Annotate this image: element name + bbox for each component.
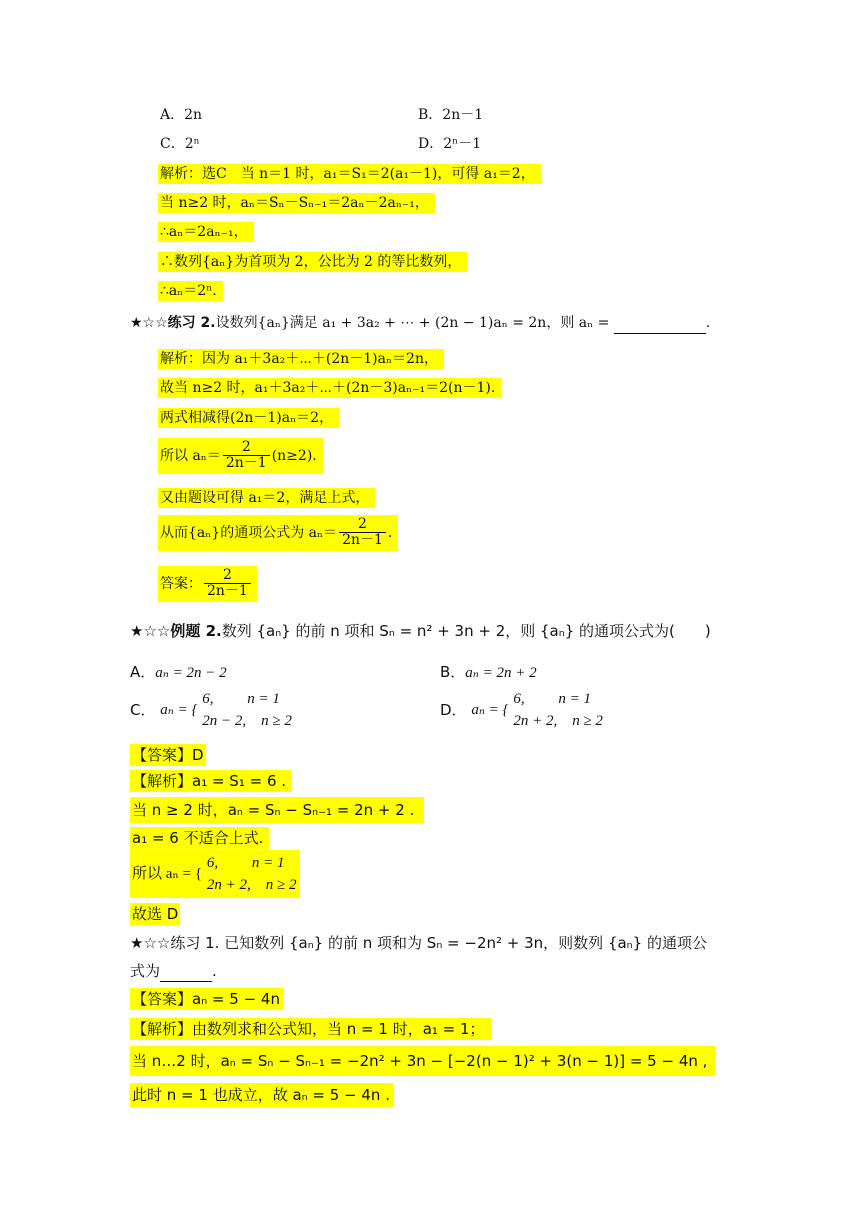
case-row: 2n + 2, n ≥ 2 — [513, 713, 603, 729]
analysis-line: 【解析】由数列求和公式知，当 n = 1 时，a₁ = 1； — [130, 1018, 491, 1040]
case-row: 6, n = 1 — [206, 855, 285, 871]
option-formula: aₙ = { — [160, 702, 198, 718]
option-label: B． — [440, 663, 466, 681]
option-b: B．2n－1 — [418, 107, 484, 123]
option-formula: aₙ = 2n − 2 — [155, 665, 227, 681]
solution-text: . — [387, 524, 393, 541]
answer-line: 【答案】D — [132, 746, 204, 764]
question-text: 数列 {aₙ} 的前 n 项和 Sₙ = n² + 3n + 2，则 {aₙ} 的通项公式为( ) — [221, 622, 711, 640]
piecewise-cases — [202, 688, 292, 732]
solution-line: 两式相减得(2n－1)aₙ＝2， — [158, 408, 339, 428]
analysis-line: 【解析】a₁ = S₁ = 6 . — [130, 770, 292, 792]
solution-line: ∴aₙ＝2ⁿ. — [158, 281, 223, 301]
fraction — [339, 517, 386, 549]
fraction — [204, 568, 251, 600]
solution-line: ∴数列{aₙ}为首项为 2，公比为 2 的等比数列， — [158, 252, 467, 272]
option-c: C．2ⁿ — [160, 136, 200, 152]
answer-blank — [614, 313, 706, 334]
answer-line — [158, 566, 257, 602]
fraction-denominator: 2n－1 — [339, 532, 386, 548]
question-text: 式为 — [130, 962, 161, 980]
practice-label: 练习 2. — [167, 315, 216, 331]
analysis-line: 故选 D — [132, 905, 179, 923]
example2-option-c — [130, 688, 292, 732]
solution-text: (n≥2). — [271, 447, 317, 464]
answer-blank — [160, 961, 212, 982]
analysis-line: a₁ = 6 不适合上式. — [130, 827, 269, 849]
answer-label: 答案： — [160, 575, 202, 592]
solution-line-fraction — [158, 438, 323, 474]
example2-option-a — [130, 662, 227, 683]
question-end: . — [212, 962, 217, 980]
piecewise-cases — [513, 688, 603, 732]
piecewise-cases — [207, 852, 297, 896]
analysis-line-piecewise — [130, 850, 300, 898]
fraction — [223, 440, 270, 472]
option-label: A． — [130, 663, 156, 681]
example2-question — [130, 621, 711, 641]
fraction-denominator: 2n－1 — [223, 455, 270, 471]
practice1-question-line1: ★☆☆练习 1. 已知数列 {aₙ} 的前 n 项和为 Sₙ = −2n² + 3n，则数列 {aₙ} 的通项公 — [130, 934, 707, 952]
question-end: . — [705, 315, 711, 331]
practice1-question-line2 — [130, 961, 217, 982]
analysis-line: 当 n ≥ 2 时，aₙ = Sₙ − Sₙ₋₁ = 2n + 2 . — [130, 797, 424, 823]
analysis-line: 此时 n = 1 也成立，故 aₙ = 5 − 4n . — [130, 1083, 394, 1107]
solution-line: 当 n≥2 时，aₙ＝Sₙ－Sₙ₋₁＝2aₙ－2aₙ₋₁， — [158, 193, 435, 213]
question-text: 设数列{aₙ}满足 a₁ + 3a₂ + ⋯ + (2n − 1)aₙ = 2n，则 aₙ = — [215, 315, 614, 331]
solution-text: 所以 aₙ＝ — [160, 447, 221, 464]
answer-line: 【答案】aₙ = 5 − 4n — [130, 988, 284, 1010]
case-row: 6, n = 1 — [202, 691, 280, 707]
solution-line: 解析：选C 当 n＝1 时，a₁＝S₁＝2(a₁－1)，可得 a₁＝2， — [158, 164, 541, 184]
practice2-question — [130, 313, 710, 334]
fraction-numerator: 2 — [241, 439, 251, 455]
case-row: 2n + 2, n ≥ 2 — [206, 877, 297, 893]
difficulty-stars: ★☆☆ — [130, 315, 168, 331]
fraction-denominator: 2n－1 — [204, 583, 251, 599]
fraction-numerator: 2 — [358, 516, 367, 532]
option-d: D．2ⁿ－1 — [418, 136, 482, 152]
solution-line: 故当 n≥2 时，a₁＋3a₂＋⋯＋(2n－3)aₙ₋₁＝2(n－1). — [158, 378, 501, 398]
case-row: 6, n = 1 — [513, 691, 591, 707]
solution-line-fraction — [158, 515, 398, 551]
solution-line: 解析：因为 a₁＋3a₂＋⋯＋(2n－1)aₙ＝2n， — [158, 349, 444, 369]
example2-option-b — [440, 662, 537, 683]
solution-text: 从而{aₙ}的通项公式为 aₙ＝ — [160, 524, 338, 541]
solution-line: 又由题设可得 a₁＝2，满足上式， — [158, 488, 375, 508]
analysis-line: 当 n…2 时，aₙ = Sₙ − Sₙ₋₁ = −2n² + 3n − [−2(n − 1)² + 3(n − 1)] = 5 − 4n , — [130, 1046, 715, 1076]
option-label: C． — [130, 701, 156, 719]
case-row: 2n − 2, n ≥ 2 — [202, 713, 292, 729]
solution-line: ∴aₙ＝2aₙ₋₁， — [158, 222, 254, 242]
example-label: 例题 2. — [170, 622, 222, 640]
analysis-formula: 所以 aₙ = { — [132, 866, 203, 882]
option-formula: aₙ = 2n + 2 — [465, 665, 537, 681]
option-formula: aₙ = { — [471, 702, 509, 718]
example2-option-d — [440, 688, 603, 732]
fraction-numerator: 2 — [222, 567, 232, 583]
option-label: D． — [440, 701, 467, 719]
difficulty-stars: ★☆☆ — [130, 622, 171, 640]
option-a: A．2n — [160, 107, 203, 123]
